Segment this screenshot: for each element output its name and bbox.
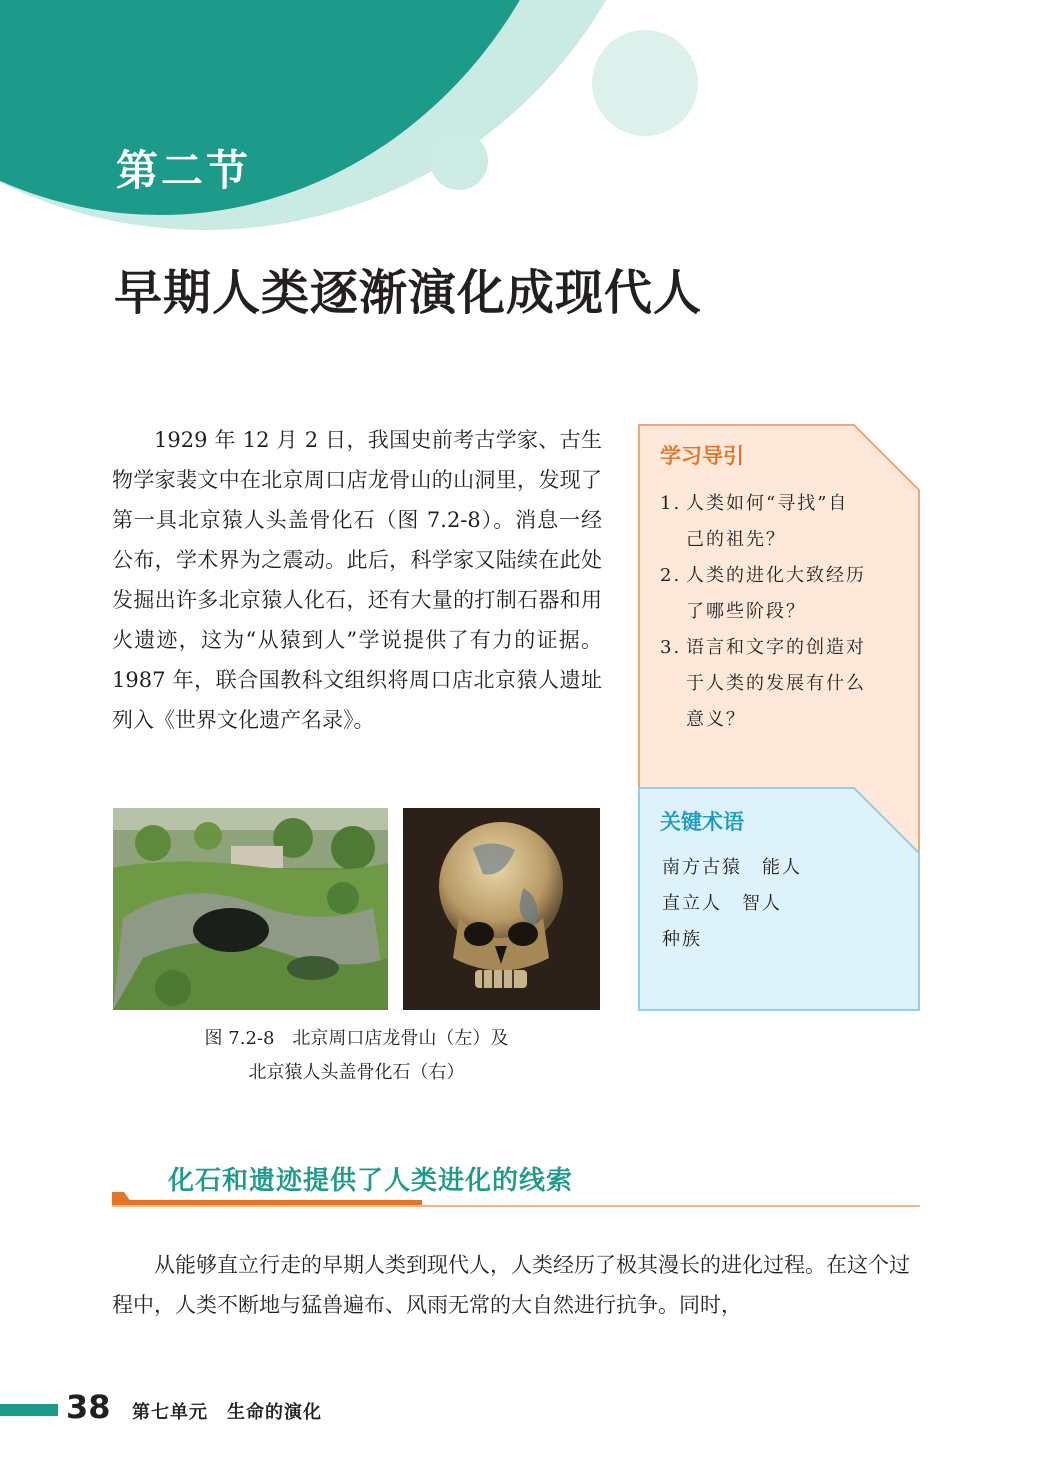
decor-bubble bbox=[430, 132, 488, 190]
key-term-line: 南方古猿 能人 bbox=[662, 857, 802, 878]
heading-underline bbox=[112, 1190, 920, 1210]
key-terms-title: 关键术语 bbox=[660, 810, 744, 834]
key-term-line: 直立人 智人 bbox=[662, 893, 782, 914]
intro-paragraph bbox=[112, 420, 602, 740]
key-term-line: 种族 bbox=[662, 929, 702, 950]
guide-item bbox=[660, 630, 910, 738]
item-text: 了哪些阶段？ bbox=[686, 601, 806, 622]
item-text: 于人类的发展有什么 bbox=[686, 673, 866, 694]
item-text: 语言和文字的创造对 bbox=[686, 637, 866, 658]
page-number: 38 bbox=[66, 1388, 111, 1426]
body-text: 从能够直立行走的早期人类到现代人，人类经历了极其漫长的进化过程。在这个过程中，人类不断地与猛兽遍布、风雨无常的大自然进行抗争。同时， bbox=[112, 1253, 910, 1317]
body-paragraph bbox=[112, 1245, 922, 1325]
item-number: 1. bbox=[660, 493, 682, 514]
subsection-heading: 化石和遗迹提供了人类进化的线索 bbox=[168, 1166, 574, 1196]
item-text: 人类如何“寻找”自 bbox=[686, 493, 849, 514]
item-number: 2. bbox=[660, 565, 682, 586]
section-label: 第二节 bbox=[116, 146, 252, 195]
caption-line: 图 7.2-8 北京周口店龙骨山（左）及 bbox=[204, 1028, 509, 1049]
guide-title: 学习导引 bbox=[660, 444, 744, 468]
item-number: 3. bbox=[660, 637, 682, 658]
item-text: 人类的进化大致经历 bbox=[686, 565, 866, 586]
figure-caption bbox=[113, 1022, 600, 1090]
caption-line: 北京猿人头盖骨化石（右） bbox=[248, 1062, 465, 1083]
decor-bubble bbox=[592, 30, 698, 136]
guide-item bbox=[660, 558, 910, 630]
item-text: 己的祖先？ bbox=[686, 529, 786, 550]
footer-bar bbox=[0, 1404, 58, 1416]
item-text: 意义？ bbox=[686, 709, 746, 730]
intro-text: 1929 年 12 月 2 日，我国史前考古学家、古生物学家裴文中在北京周口店龙骨山的山洞里，发现了第一具北京猿人头盖骨化石（图 7.2-8）。消息一经公布，学术界为之震动。此后，科学家又陆续在此处发掘出许多北京猿人化石，还有大量的打制石器和用火遗迹，这为“从猿到人”学说提供了有力的证据。1987 年，联合国教科文组织将周口店北京猿人遗址列入《世界文化遗产名录》。 bbox=[112, 428, 602, 732]
guide-item bbox=[660, 486, 910, 558]
footer-unit-title: 第七单元 生命的演化 bbox=[132, 1402, 322, 1423]
page-title: 早期人类逐渐演化成现代人 bbox=[114, 265, 703, 321]
peking-man-skull-photo bbox=[403, 808, 600, 1010]
longgu-mountain-photo bbox=[113, 808, 388, 1010]
